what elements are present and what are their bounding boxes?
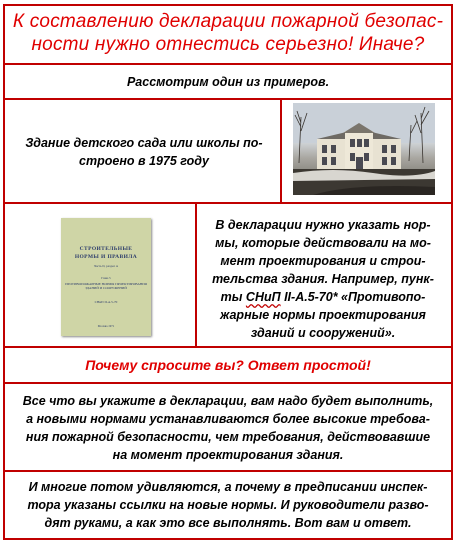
para1-line-3: ния пожарной безопасности, чем требования, действовавшие [25,430,431,444]
explanation-paragraph [5,386,451,470]
kindergarten-text [19,134,269,170]
para2-line-1: И многие потом удивляются, а почему в предписании инспек- [28,480,428,494]
book-part: Часть II, раздел А [93,264,119,268]
snip-abbreviation: СНиП [245,290,281,304]
norms-text [203,216,443,342]
norms-line-1: В декларации нужно указать нор- [215,218,431,232]
snip-book-cover-image [61,218,151,336]
para1-line-2: а новыми нормами устанавливаются более высокие требова- [26,412,430,426]
norms-line-5-post: II-А.5-70* «Противопо- [280,290,426,304]
norms-line-3: мент проектирования и строи- [220,254,426,268]
divider [5,202,451,204]
book-code: СНиП II-А.5-70 [94,300,118,304]
title-line-2: ности нужно отнестись серьезно! Иначе? [31,34,425,55]
school-building-photo [293,103,435,195]
norms-line-7: зданий и сооружений». [250,326,396,340]
divider [195,202,197,346]
book-title-1: СТРОИТЕЛЬНЫЕ [79,246,133,252]
divider [5,98,451,100]
conclusion-paragraph [5,474,451,540]
norms-line-6: жарные нормы проектирования [220,308,426,322]
title-line-1: К составлению декларации пожарной безопас- [12,11,444,32]
kindergarten-line-2: строено в 1975 году [79,154,209,168]
para1-line-4: на момент проектирования здания. [112,448,344,462]
intro-text: Рассмотрим один из примеров. [126,75,330,89]
divider [5,63,451,65]
book-chapter: Глава 5 [101,276,111,280]
book-title-2: НОРМЫ И ПРАВИЛА [74,254,138,260]
page-title [5,6,451,63]
para1-line-1: Все что вы укажите в декларации, вам надо будет выполнить, [22,394,434,408]
para2-line-2: тора указаны ссылки на новые нормы. И руководители разво- [27,498,429,512]
norms-line-5 [203,288,443,306]
norms-line-2: мы, которые действовали на мо- [215,236,431,250]
info-card [3,4,453,540]
norms-line-5-pre: ты [220,290,246,304]
divider [5,382,451,384]
kindergarten-line-1: Здание детского сада или школы по- [25,136,263,150]
para2-line-3: дят руками, а как это все выполнять. Вот вам и ответ. [44,516,412,530]
book-subtitle: ПРОТИВОПОЖАРНЫЕ НОРМЫ ПРОЕКТИРОВАНИЯ ЗДАНИЙ И СООРУЖЕНИЙ [65,282,147,290]
book-place-year: Москва 1971 [97,324,115,328]
norms-line-4: тельства здания. Например, пунк- [212,272,434,286]
divider [5,470,451,472]
question-heading: Почему спросите вы? Ответ простой! [85,357,371,373]
divider [280,98,282,202]
